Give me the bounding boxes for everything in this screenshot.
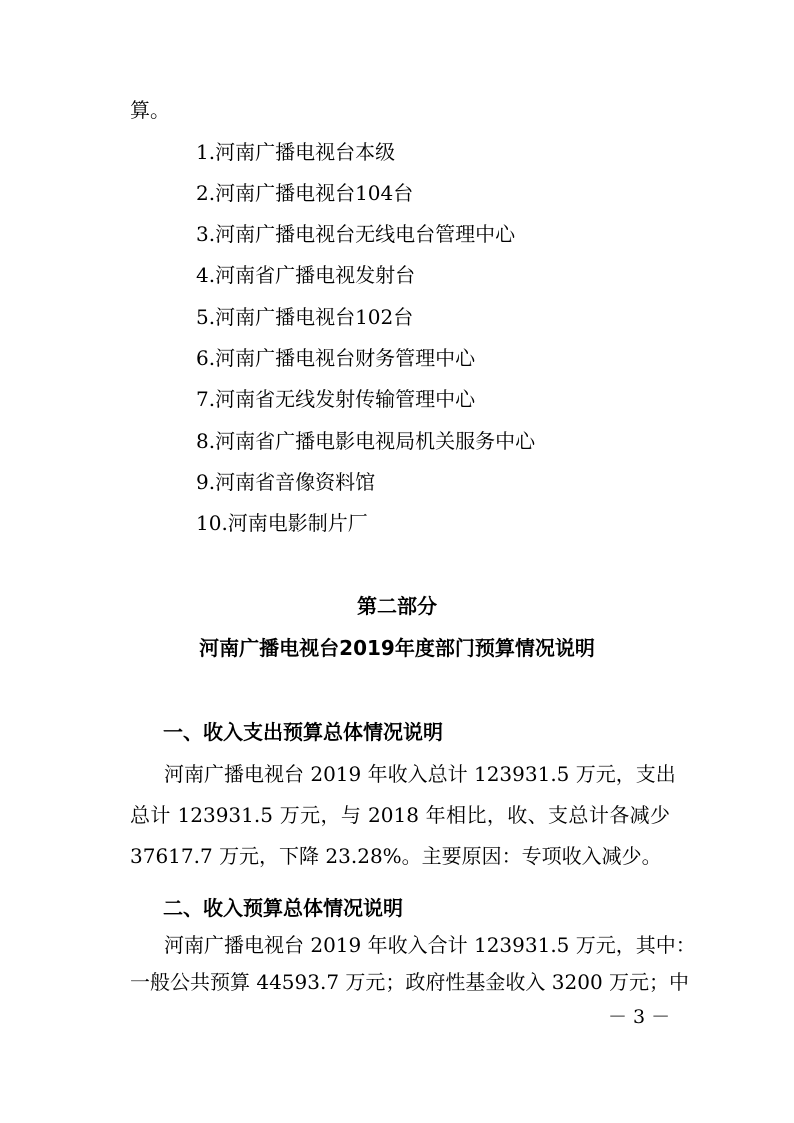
section-heading: 二、收入预算总体情况说明 [163,896,403,920]
paragraph-line: 河南广播电视台 2019 年收入总计 123931.5 万元，支出 [164,762,676,786]
list-item: 10.河南电影制片厂 [196,511,368,535]
part-label: 第二部分 [357,594,437,618]
paragraph-line: 河南广播电视台 2019 年收入合计 123931.5 万元，其中： [164,933,696,957]
paragraph-line: 总计 123931.5 万元，与 2018 年相比，收、支总计各减少 [130,803,670,827]
paragraph-line: 一般公共预算 44593.7 万元；政府性基金收入 3200 万元；中 [130,970,690,994]
list-item: 8.河南省广播电影电视局机关服务中心 [196,429,536,453]
list-item: 1.河南广播电视台本级 [196,140,396,164]
list-item: 2.河南广播电视台104台 [196,181,414,205]
paragraph-line: 37617.7 万元，下降 23.28%。主要原因：专项收入减少。 [130,844,662,868]
list-item: 5.河南广播电视台102台 [196,305,414,329]
list-item: 9.河南省音像资料馆 [196,470,376,494]
part-title: 河南广播电视台2019年度部门预算情况说明 [199,636,595,660]
list-item: 6.河南广播电视台财务管理中心 [196,346,476,370]
list-item: 7.河南省无线发射传输管理中心 [196,387,476,411]
section-heading: 一、收入支出预算总体情况说明 [163,720,443,744]
list-item: 3.河南广播电视台无线电台管理中心 [196,222,516,246]
page-number: － 3 － [608,1006,671,1028]
continuation-text: 算。 [130,98,170,122]
list-item: 4.河南省广播电视发射台 [196,263,416,287]
